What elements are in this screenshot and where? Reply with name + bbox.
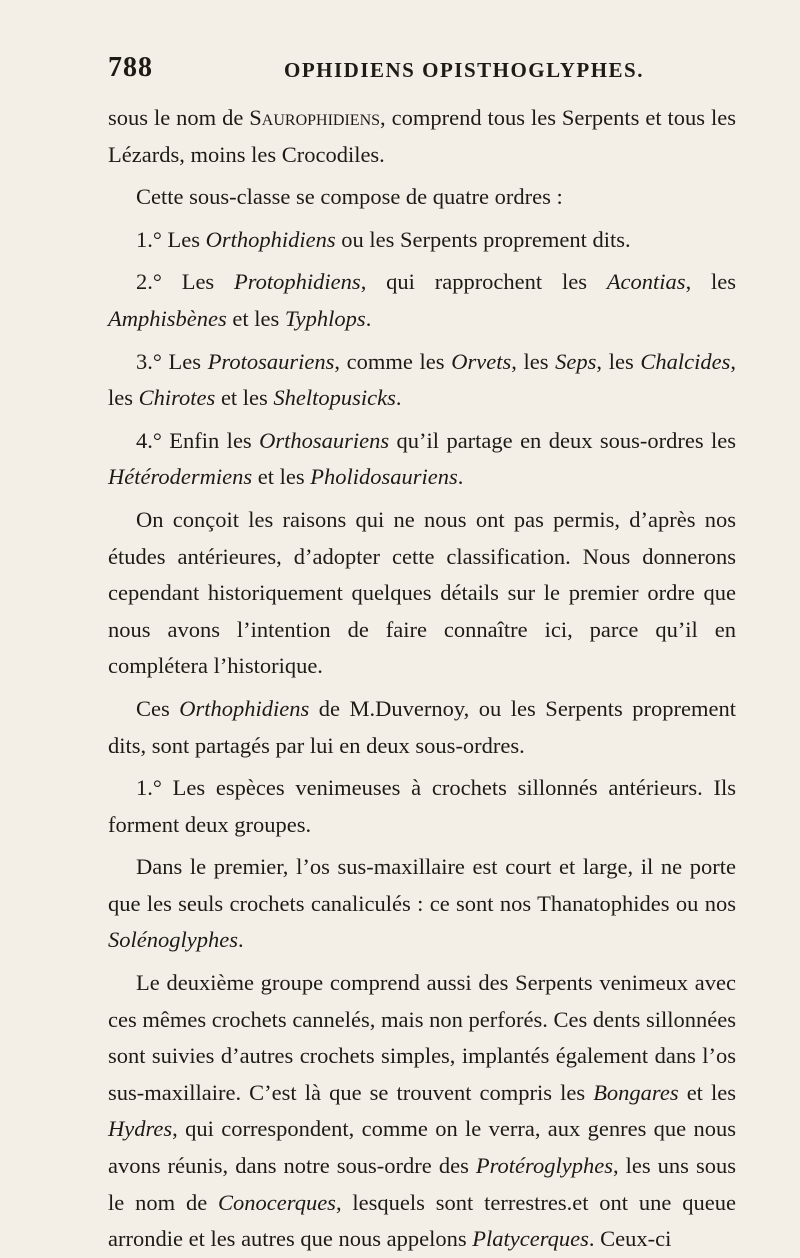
italic-term: Sheltopusicks [273,385,396,411]
text-run: , les uns sous le nom de [108,1153,737,1215]
text-run: On conçoit les raisons qui ne nous ont pas permis, d’après nos études antérieures, d’adopter cette classification. Nous donnerons cependant historiquement quelques détails sur le premier ordre que nous avons l’intention de faire connaître ici, parce qu’il en complétera l’historique. [108,506,736,679]
text-run: et les [215,385,274,411]
paragraph [108,179,736,216]
paragraph [108,344,736,417]
text-run: sous le nom de [108,105,250,130]
italic-term: Acontias [606,269,686,295]
italic-term: Protosauriens [207,348,335,374]
text-run: et les [678,1079,737,1105]
italic-term: Pholidosauriens [310,464,458,490]
italic-term: Seps [555,348,597,374]
text-run: , lesquels sont terrestres.et ont une queue arrondie et les autres que nous appelons [108,1189,736,1252]
paragraph [108,965,736,1258]
text-run: . [237,927,244,953]
italic-term: Typhlops [284,305,366,331]
text-run: , les [108,348,736,411]
italic-term: Orvets [451,348,512,374]
text-run: . [457,464,464,490]
italic-term: Chalcides [640,348,731,374]
text-run: 2.° Les [136,269,235,295]
italic-term: Protéroglyphes [475,1153,613,1179]
text-run: Le deuxième groupe comprend aussi des Serpents venimeux avec ces mêmes crochets cannelés, mais non perforés. Ces dents sillonnées sont suivies d’autres crochets simples, implantés également dans l’os sus-maxillaire. C’est là que se trouvent compris les [108,970,736,1105]
italic-term: Amphisbènes [108,305,227,331]
text-run: Ces [136,695,180,721]
text-run: et les [226,305,285,331]
text-run: ou les Serpents proprement dits. [335,226,631,252]
paragraph [108,264,736,337]
text-run: , comme les [334,348,452,374]
page-number: 788 [108,52,153,83]
italic-term: Orthosauriens [259,427,390,453]
text-run: , qui correspondent, comme on le verra, aux genres que nous avons réunis, dans notre sous-ordre des [108,1116,736,1179]
paragraph [108,222,736,259]
italic-term: Bongares [593,1079,679,1105]
paragraph [108,100,736,173]
paragraph [108,770,736,843]
page-header [108,52,736,92]
italic-term: Hétérodermiens [108,464,253,490]
text-run: de M.Duvernoy, ou les Serpents proprement dits, sont partagés par lui en deux sous-ordres. [108,695,737,758]
text-run: . [365,305,372,331]
text-run: , comprend tous les Serpents et tous les Lézards, moins les Crocodiles. [108,105,736,167]
paragraph [108,849,736,959]
text-run: 1.° Les espèces venimeuses à crochets sillonnés antérieurs. Ils forment deux groupes. [108,775,736,837]
paragraph [108,502,736,685]
italic-term: Platycerques [472,1226,589,1252]
italic-term: Hydres [108,1116,173,1142]
text-run: , les [596,348,641,374]
text-run: 3.° Les [136,348,208,374]
paragraph [108,691,736,764]
text-run: Cette sous-classe se compose de quatre ordres : [136,184,563,210]
text-run: 1.° Les [136,226,206,252]
italic-term: Chirotes [138,385,216,411]
italic-term: Solénoglyphes [108,927,238,953]
text-run: qu’il partage en deux sous-ordres les [389,427,737,453]
italic-term: Protophidiens [234,269,361,295]
text-run: . Ceux-ci [588,1226,672,1252]
italic-term: Conocerques [218,1189,336,1215]
italic-term: Orthophidiens [179,695,310,721]
text-run: et les [252,464,311,490]
paragraph [108,423,736,496]
italic-term: Orthophidiens [205,226,336,252]
text-run: , qui rapprochent les [360,269,607,295]
text-run: Dans le premier, l’os sus-maxillaire est court et large, il ne porte que les seuls crochets canaliculés : ce sont nos Thanatophides ou nos [108,854,736,916]
text-run: . [395,385,402,411]
text-run: , les [685,269,737,295]
text-run: 4.° Enfin les [136,427,260,453]
running-title: OPHIDIENS OPISTHOGLYPHES. [284,58,644,82]
small-caps-term: Saurophidiens [249,105,381,130]
body-text [108,100,736,1258]
text-run: , les [511,348,556,374]
